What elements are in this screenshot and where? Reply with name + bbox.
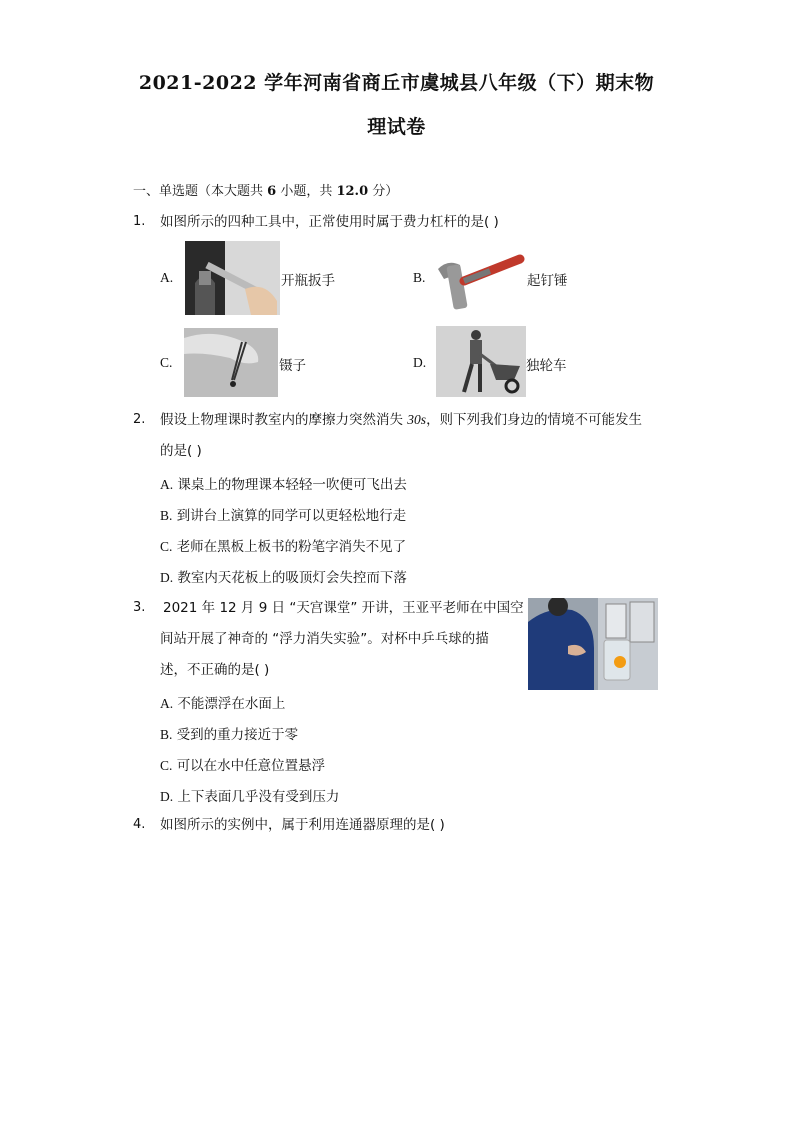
q1-option-d-letter: D. — [413, 355, 427, 370]
q1-option-b-letter: B. — [413, 270, 426, 285]
q2-option-a — [160, 473, 407, 493]
question-2-line2: 的是( ) — [160, 443, 202, 459]
q3-option-c — [160, 754, 325, 774]
option-text: 可以在水中任意位置悬浮 — [176, 758, 326, 774]
question-number: 2. — [133, 412, 146, 427]
option-letter: A. — [160, 696, 174, 711]
option-text: 受到的重力接近于零 — [176, 727, 299, 743]
q1-option-a-letter: A. — [160, 270, 174, 285]
section-count: 6 — [267, 184, 277, 199]
q3-option-d — [160, 785, 339, 805]
exam-title-line2: 理试卷 — [367, 116, 426, 138]
question-1-text: 如图所示的四种工具中，正常使用时属于费力杠杆的是( ) — [160, 214, 499, 230]
section-suffix: 分） — [368, 184, 399, 199]
bottle-opener-photo-icon — [185, 241, 280, 315]
question-4-text: 如图所示的实例中，属于利用连通器原理的是( ) — [160, 817, 445, 833]
section-heading — [133, 180, 398, 199]
question-number: 1. — [133, 214, 146, 229]
section-mid: 小题，共 — [276, 184, 337, 199]
option-text: 不能漂浮在水面上 — [177, 696, 286, 712]
option-letter: B. — [160, 508, 173, 523]
claw-hammer-photo-icon — [434, 251, 526, 315]
q3-option-b — [160, 723, 298, 743]
option-text: 到讲台上演算的同学可以更轻松地行走 — [176, 508, 407, 524]
question-number: 3. — [133, 600, 146, 615]
option-letter: A. — [160, 477, 174, 492]
question-3-line3: 述，不正确的是( ) — [160, 662, 270, 678]
q1-option-c-letter: C. — [160, 355, 173, 370]
q1-option-b-label: 起钉锤 — [527, 273, 568, 289]
option-text: 老师在黑板上板书的粉笔字消失不见了 — [176, 539, 407, 555]
question-number: 4. — [133, 817, 146, 832]
option-letter: C. — [160, 758, 173, 773]
q2-option-c — [160, 535, 406, 555]
option-letter: C. — [160, 539, 173, 554]
q1-option-c-label: 镊子 — [279, 358, 306, 374]
question-3-line1: 2021 年 12 月 9 日 “天宫课堂” 开讲，王亚平老师在中国空 — [163, 600, 524, 616]
option-text: 上下表面几乎没有受到压力 — [177, 789, 340, 805]
space-station-photo-icon — [528, 598, 658, 690]
wheelbarrow-photo-icon — [436, 326, 526, 397]
q3-option-a — [160, 692, 285, 712]
section-score: 12.0 — [336, 184, 369, 199]
option-letter: D. — [160, 789, 174, 804]
q2-option-b — [160, 504, 406, 524]
section-prefix: 一、单选题（本大题共 — [133, 184, 268, 199]
question-2-text — [160, 411, 642, 429]
q1-option-d-label: 独轮车 — [526, 358, 567, 374]
option-text: 教室内天花板上的吸顶灯会失控而下落 — [177, 570, 407, 586]
tweezers-photo-icon — [184, 328, 278, 397]
option-letter: B. — [160, 727, 173, 742]
q2-value: 30s — [407, 412, 427, 427]
option-letter: D. — [160, 570, 174, 585]
q1-option-a-label: 开瓶扳手 — [281, 273, 335, 289]
q2-text-after: ，则下列我们身边的情境不可能发生 — [426, 412, 643, 428]
option-text: 课桌上的物理课本轻轻一吹便可飞出去 — [177, 477, 407, 493]
q2-text-before: 假设上物理课时教室内的摩擦力突然消失 — [160, 412, 408, 428]
exam-title-line1: 2021-2022 学年河南省商丘市虞城县八年级（下）期末物 — [138, 72, 655, 94]
q2-option-d — [160, 566, 407, 586]
question-3-line2: 间站开展了神奇的 “浮力消失实验”。对杯中乒乓球的描 — [160, 631, 489, 647]
